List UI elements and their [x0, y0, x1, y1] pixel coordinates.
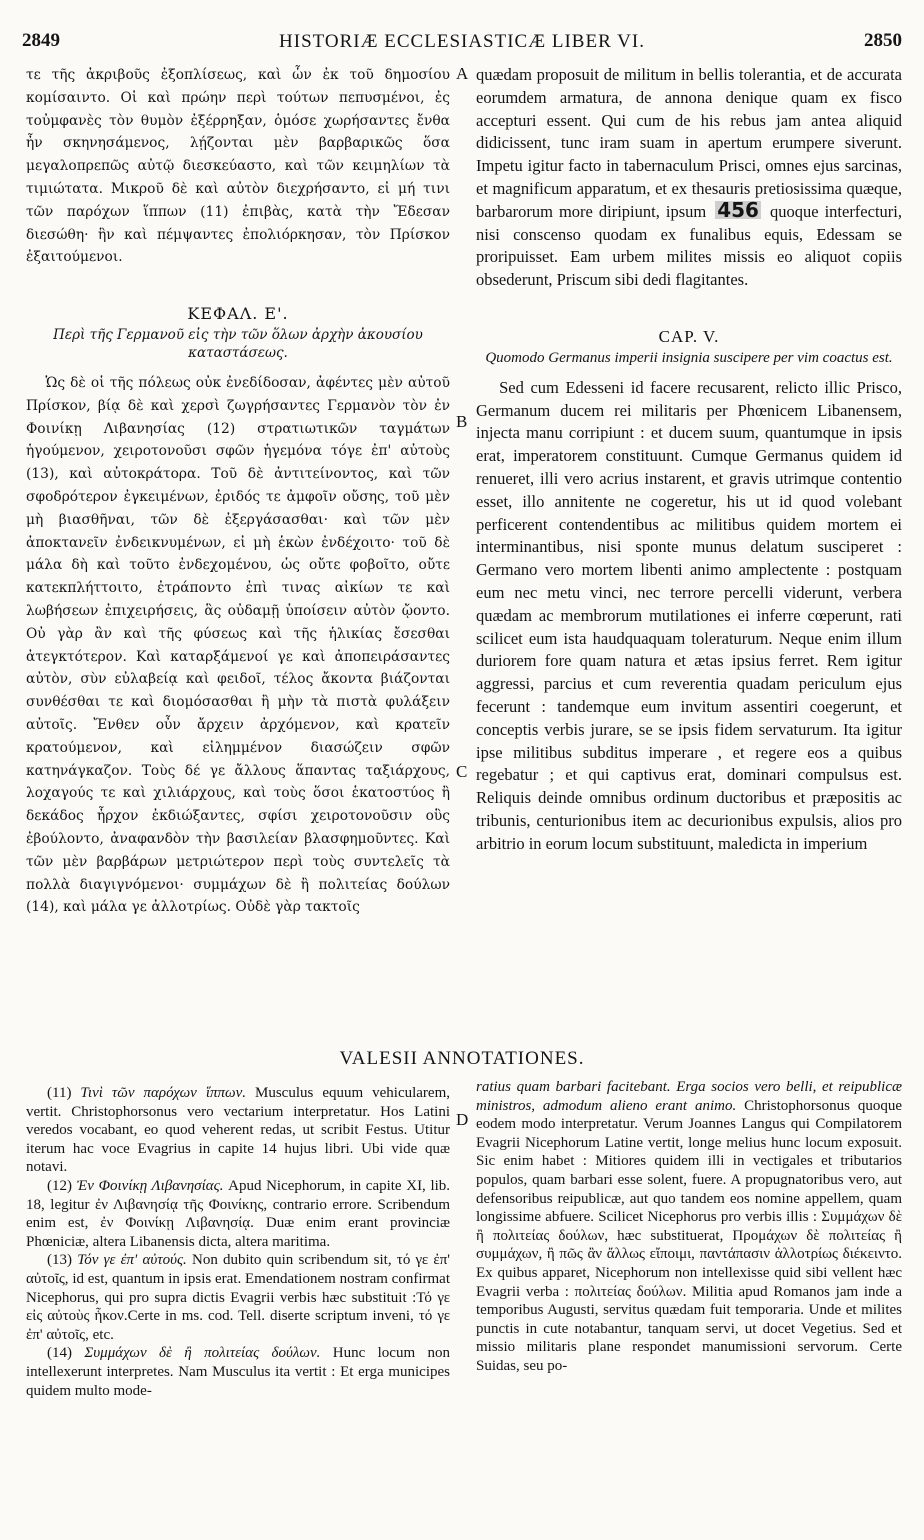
running-title: HISTORIÆ ECCLESIASTICÆ LIBER VI.	[279, 31, 645, 52]
section-marker-b: B	[456, 412, 468, 431]
latin-paragraph-1b: quoque interfecturi, nisi conscenso quodam ex funalibus equis, Edessam se proripuisset. Eam urbem milites missis eo aliquot copiis obsederunt, Priscum sibi dedi flagitantes.	[476, 201, 902, 290]
section-marker-a: A	[456, 64, 469, 83]
note-14-continuation-italic: ratius quam barbari facitebant. Erga socios vero belli, et reipublicæ ministros, admodum alieno erant animo.	[476, 1079, 902, 1114]
section-marker-c: C	[456, 762, 468, 781]
annotations-heading: VALESII ANNOTATIONES.	[339, 1048, 585, 1069]
note-14-continuation-text: Christophorsonus quoque eodem modo interpretatur. Verum Joannes Langus qui Compilatorem Evagrii Nicephorum Latine vertit, longe melius hunc locum exposuit. Sic enim habet : Mitiores quidem illi in vectigales et tributarios populos, quam barbari esse solent, fuere. A propugnatoribus vero, aut defensoribus reipublicæ, aut quo tandem eos nomine appellem, quam longissime abfuere. Scilicet Nicephorus pro verbis illis : Συμμάχων δὲ ἢ πολιτείας δούλων, hæc substituerat, Προμάχων δὲ πολιτείας ἢ συμμάχων, ἢ πῶς ἂν ἄλλως εἴποιμι, παντάπασιν ἀλλοτρίως διέκειντο. Ex quibus apparet, Nicephorum non intellexisse quid sibi vellent hæc Evagrii verba : πολιτείας δούλων. Militia apud Romanos jam inde a temporibus Augusti, servitus quædam fuit temporaria. Unde et milites punctis in cute notabantur, tanquam servi, ut docet Vegetius. Sed et missio militaris plane respondet manumissioni servorum. Certe Suidas, seu po-	[476, 1097, 902, 1374]
note-11	[26, 1084, 450, 1177]
page-number-left: 2849	[22, 30, 60, 51]
latin-chapter-heading: CAP. V.	[658, 326, 720, 346]
greek-paragraph-1: τε τῆς ἀκριβοῦς ἐξοπλίσεως, καὶ ὧν ἐκ τοῦ δημοσίου κομίσαιντο. Οἱ καὶ πρώην περὶ τούτων πεπυσμένοι, ἐς τοὐμφανὲς τὸν θυμὸν ἐξέρρηξαν, ὁμόσε χωρήσαντες ἔνθα ἦν σκηνησάμενος, λῄζονται μὲν βαρβαρικῶς ὅσα μεγαλοπρεπῶς αὐτῷ διεσκεύαστο, καὶ τῶν κειμηλίων τὰ τιμιώτατα. Μικροῦ δὲ καὶ αὐτὸν διεχρήσαντο, εἰ μή τινι τῶν παρόχων ἵππων (11) ἐπιβὰς, κατὰ τὴν Ἔδεσαν διεσώθη· ἣν καὶ πέμψαντες ἐπολιόρκησαν, τὸν Πρίσκον ἐξαιτούμενοι.	[26, 67, 450, 266]
note-14-lemma: Συμμάχων δὲ ἢ πολιτείας δούλων.	[84, 1345, 321, 1362]
latin-paragraph-2: Sed cum Edesseni id facere recusarent, relicto illic Prisco, Germanum ducem rei militaris per Phœnicem Libanensem, injecta manu corripiunt : et ducem suum, quantumque in ipsis erat, imperatorem constituunt. Cumque Germanus quidem id renueret, illi vero acrius instarent, et gravis utrimque contentio esset, illo annitente ne cogeretur, his ut id quod volebant perficerent contendentibus ac militibus quidem mortem ei interminantibus, nisi sponte munus delatum susciperet : Germano vero mortem libenti animo amplectente : postquam eum nec metu vinci, nec terrore percelli viderunt, verbera quædam ac membrorum mutilationes ei inferre cœperunt, rati scilicet eum ista haudquaquam toleraturum. Neque enim illum duriorem fore quam natura et ætas ipsius ferret. Rem igitur aggressi, parcius et cum reverentia quadam periculum ejus fecerunt : tandemque eum invitum assentiri coegerunt, et conceptis verbis jurare, se se ipsis fidem servaturum. Ita igitur ipse militibus subditus imperare , et regere eos a quibus regebatur ; et qui captivus erat, dominari compulsus est. Reliquis deinde omnibus ordinum ductoribus et præpositis ac tribunis, centurionibus item ac decurionibus expulsis, alios pro arbitrio in eorum locum substituunt, maledicta in imperium	[476, 377, 902, 853]
note-12	[26, 1177, 450, 1251]
note-11-lemma: Τινὶ τῶν παρόχων ἵππων.	[80, 1085, 247, 1101]
latin-chapter-subtitle: Quomodo Germanus imperii insignia suscipere per vim coactus est.	[485, 349, 893, 366]
note-13-text: Non dubito quin scribendum sit, τό γε ἐπ' αὐτοῖς, id est, quantum in ipsis erat. Emendationem nostram confirmat Nicephorus, qui pro supra dictis Evagrii verbis hæc substituit :Τό γε εἰς αὐτοὺς ἧκον.Certe in ms. cod. Tell. diserte scriptum inveni, τό γε ἐπ' αὐτοῖς, etc.	[26, 1252, 450, 1343]
latin-paragraph-1	[476, 64, 902, 292]
latin-paragraph-1a: quædam proposuit de militum in bellis tolerantia, et de accurata eorumdem armatura, de annona denique quam ex fisco accepturi essent. Qui cum de his rebus jam antea aliquid didicissent, tunc iram suam in apertum erumpere siverunt. Impetu igitur facto in tabernaculum Prisci, omnes ejus sarcinas, et magnificum apparatum, et ex thesauris pretiosissima quæque, barbarorum more diripiunt, ipsum	[476, 65, 902, 221]
note-12-number: (12)	[47, 1177, 72, 1194]
greek-paragraph-2: Ὡς δὲ οἱ τῆς πόλεως οὐκ ἐνεδίδοσαν, ἀφέντες μὲν αὐτοῦ Πρίσκον, βίᾳ δὲ καὶ χερσὶ ζωγρήσαντες Γερμανὸν τὸν ἐν Φοινίκῃ Λιβανησίας (12) στρατιωτικῶν ταγμάτων ἡγούμενον, χειροτονοῦσι σφῶν ἡγεμόνα τόγε ἐπ' αὐτοὺς (13), καὶ αὐτοκράτορα. Τοῦ δὲ ἀντιτείνοντος, καὶ τῶν σφοδρότερον ἐγκειμένων, ἐριδός τε ἀμφοῖν οὔσης, τοῦ μὲν μὴ βιασθῆναι, τῶν δὲ ἐξεργάσασθαι· καὶ τῶν μὲν ἀποκτανεῖν ἐνδεικνυμένων, εἰ μὴ ἑκὼν ἐνδέχοιτο· τοῦ δὲ μάλα δὴ καὶ τοῦτο ἐνδεχομένου, ὡς οὔτε φοβοῖτο, οὔτε κατεκπλήττοιτο, ἐτράποντο ἐπὶ τινας αἰκίων τε καὶ λωβήσεων ἐπιχειρήσεις, ἃς οὐδαμῇ ὑποίσειν αὐτὸν ᾤοντο. Οὐ γὰρ ἂν καὶ τῆς φύσεως καὶ τῆς ἡλικίας ἔσεσθαι ἀτεγκτότερον. Καὶ καταρξάμενοί γε καὶ ἀποπειράσαντες αὐτὸν, σὺν εὐλαβείᾳ καὶ φειδοῖ, τέλος ἄκοντα βιάζονται συνθέσθαι τε καὶ διομόσασθαι ἢ μὴν τὰ πιστὰ φυλάξειν αὐτοῖς. Ἔνθεν οὖν ἄρχειν ἀρχόμενον, καὶ κρατεῖν κρατούμενον, καὶ εἰλημμένον διασώζειν σφῶν κατηνάγκαζον. Τοὺς δέ γε ἄλλους ἅπαντας ταξιάρχους, λοχαγούς τε καὶ χιλιάρχους, καὶ τοὺς ὅσοι ἑκατοστύος ἢ δεκάδος ἦρχον ἐκδιώξαντες, σφίσι χειροτονοῦσιν οὓς ἐβούλοντο, ἀναφανδὸν τὴν βασιλείαν βλασφημοῦντες. Καὶ τῶν μὲν βαρβάρων μετριώτερον περὶ τοὺς συντελεῖς τὰ πολλὰ διαγιγνόμενοι· συμμάχων δὲ ἢ πολιτείας δούλων (14), καὶ μάλα γε ἀλλοτρίως. Οὐδὲ γὰρ τακτοῖς	[26, 374, 450, 916]
page-marker-badge: 456	[717, 197, 759, 222]
page-header	[22, 30, 902, 60]
section-marker-d: D	[456, 1110, 469, 1129]
greek-column	[26, 64, 450, 919]
note-11-number: (11)	[47, 1085, 72, 1101]
page-number-right: 2850	[864, 30, 902, 51]
note-11-text: Musculus equum vehicularem, vertit. Christophorsonus vero vectarium interpretatur. Hos Latini veredos vocabant, eo quod veherent redas, ut scribit Festus. Utitur iterum hac voce Evagrius in capite 14 hujus libri. Ubi vide quæ notavi.	[26, 1085, 450, 1176]
greek-chapter-heading: ΚΕΦΑΛ. Ε'.	[187, 304, 289, 324]
note-14-number: (14)	[47, 1345, 72, 1362]
note-12-lemma: Ἐν Φοινίκῃ Λιβανησίας.	[76, 1177, 224, 1194]
note-12-text: Apud Nicephorum, in capite XI, lib. 18, legitur ἐν Λιβανησίᾳ τῆς Φοινίκης, contrario errore. Scribendum enim est, ἐν Φοινίκῃ Λιβανησίᾳ. Duæ enim erant provinciæ Phœniciæ, altera Libanensis dicta, altera maritima.	[26, 1177, 450, 1250]
note-13	[26, 1251, 450, 1344]
annotations-right-column	[476, 1078, 902, 1376]
greek-chapter-subtitle: Περὶ τῆς Γερμανοῦ εἰς τὴν τῶν ὅλων ἀρχὴν ἀκουσίου καταστάσεως.	[53, 326, 423, 361]
annotations-left-column	[26, 1084, 450, 1400]
note-13-lemma: Τόν γε ἐπ' αὐτούς.	[77, 1252, 187, 1269]
note-14-continuation	[476, 1078, 902, 1376]
note-13-number: (13)	[47, 1252, 72, 1269]
note-14-text: Hunc locum non intellexerunt interpretes. Nam Musculus ita vertit : Et erga municipes quidem multo mode-	[26, 1345, 450, 1399]
note-14	[26, 1344, 450, 1400]
latin-column	[476, 64, 902, 856]
